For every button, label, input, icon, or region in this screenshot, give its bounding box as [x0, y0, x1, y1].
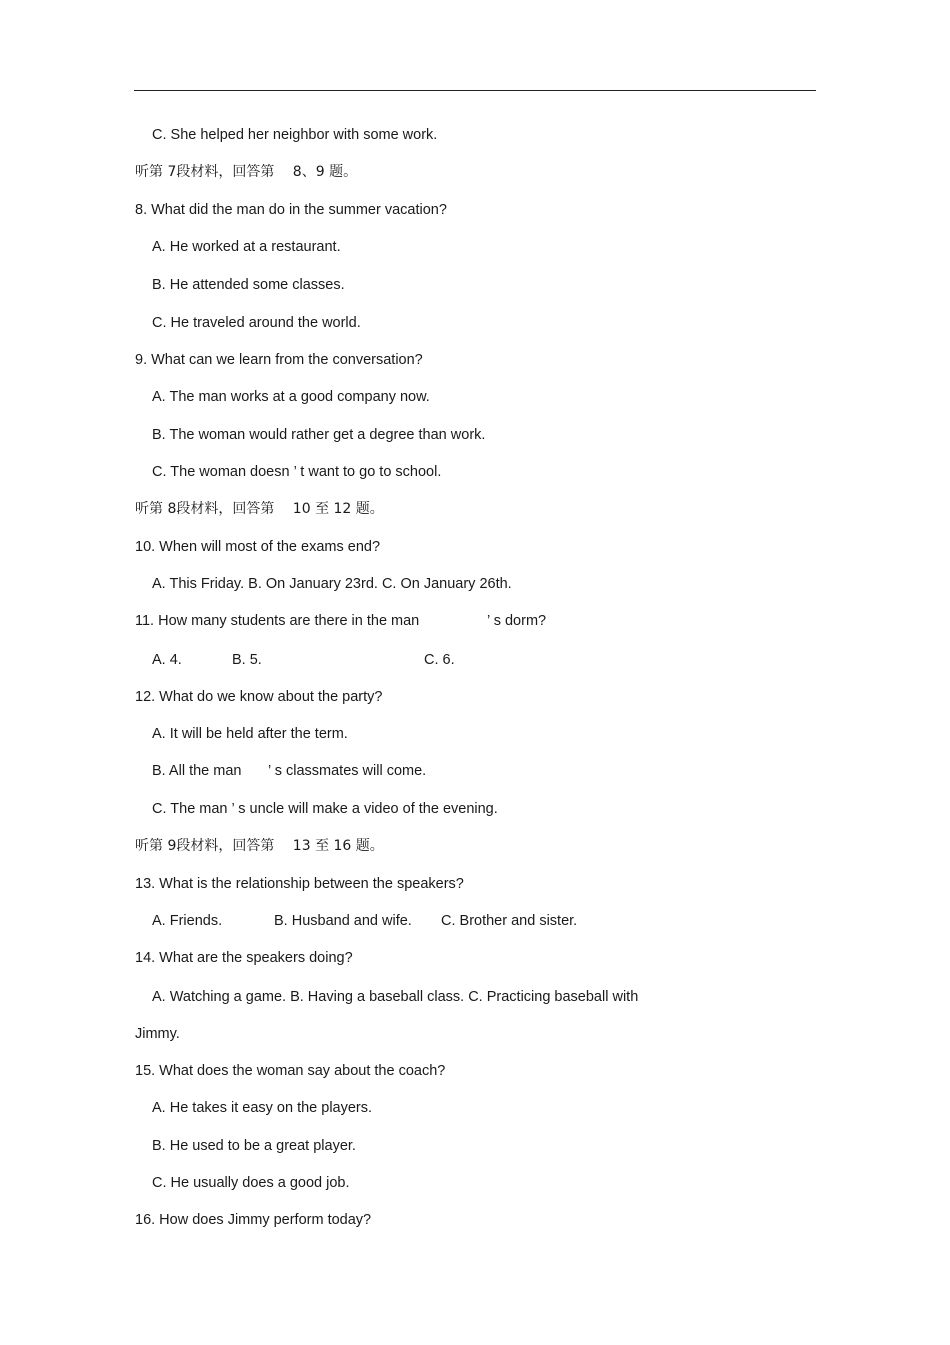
q13-option-a: A. Friends.: [152, 913, 223, 929]
question-16: 16. How does Jimmy perform today?: [135, 1212, 372, 1228]
question-8: 8. What did the man do in the summer vacation?: [135, 202, 447, 218]
q13-option-c: C. Brother and sister.: [441, 913, 578, 929]
q11-option-b: B. 5.: [232, 652, 262, 668]
q12-option-c: C. The man ’ s uncle will make a video of the evening.: [152, 801, 498, 817]
q15-option-c: C. He usually does a good job.: [152, 1175, 350, 1191]
q15-option-b: B. He used to be a great player.: [152, 1138, 356, 1154]
section-7-instruction: 听第 7段材料，回答第 8、9 题。: [135, 164, 358, 180]
q11-option-a: A. 4.: [152, 652, 182, 668]
q12-option-a: A. It will be held after the term.: [152, 726, 348, 742]
q8-option-c: C. He traveled around the world.: [152, 315, 361, 331]
q8-option-b: B. He attended some classes.: [152, 277, 345, 293]
q11-option-c: C. 6.: [424, 652, 455, 668]
question-12: 12. What do we know about the party?: [135, 689, 383, 705]
q15-option-a: A. He takes it easy on the players.: [152, 1100, 373, 1116]
q14-options: A. Watching a game. B. Having a baseball class. C. Practicing baseball with: [152, 989, 639, 1005]
section-8-instruction: 听第 8段材料，回答第 10 至 12 题。: [135, 501, 384, 517]
q13-option-b: B. Husband and wife.: [274, 913, 412, 929]
question-13: 13. What is the relationship between the speakers?: [135, 876, 464, 892]
header-rule: [134, 90, 816, 91]
question-9: 9. What can we learn from the conversation?: [135, 352, 423, 368]
section-9-instruction: 听第 9段材料，回答第 13 至 16 题。: [135, 838, 384, 854]
q12-option-b-text-end: ’ s classmates will come.: [268, 763, 427, 779]
question-11-text: 11. How many students are there in the man: [135, 613, 420, 629]
question-14: 14. What are the speakers doing?: [135, 950, 353, 966]
question-10: 10. When will most of the exams end?: [135, 539, 381, 555]
q9-option-a: A. The man works at a good company now.: [152, 389, 430, 405]
question-15: 15. What does the woman say about the coach?: [135, 1063, 446, 1079]
question-11-text-end: ’ s dorm?: [487, 613, 547, 629]
q8-option-a: A. He worked at a restaurant.: [152, 239, 341, 255]
q7-option-c: C. She helped her neighbor with some work.: [152, 127, 438, 143]
q12-option-b-text: B. All the man: [152, 763, 242, 779]
q9-option-b: B. The woman would rather get a degree than work.: [152, 427, 486, 443]
q9-option-c: C. The woman doesn ’ t want to go to school.: [152, 464, 442, 480]
q14-options-continued: Jimmy.: [135, 1026, 180, 1042]
q10-options: A. This Friday. B. On January 23rd. C. On January 26th.: [152, 576, 512, 592]
